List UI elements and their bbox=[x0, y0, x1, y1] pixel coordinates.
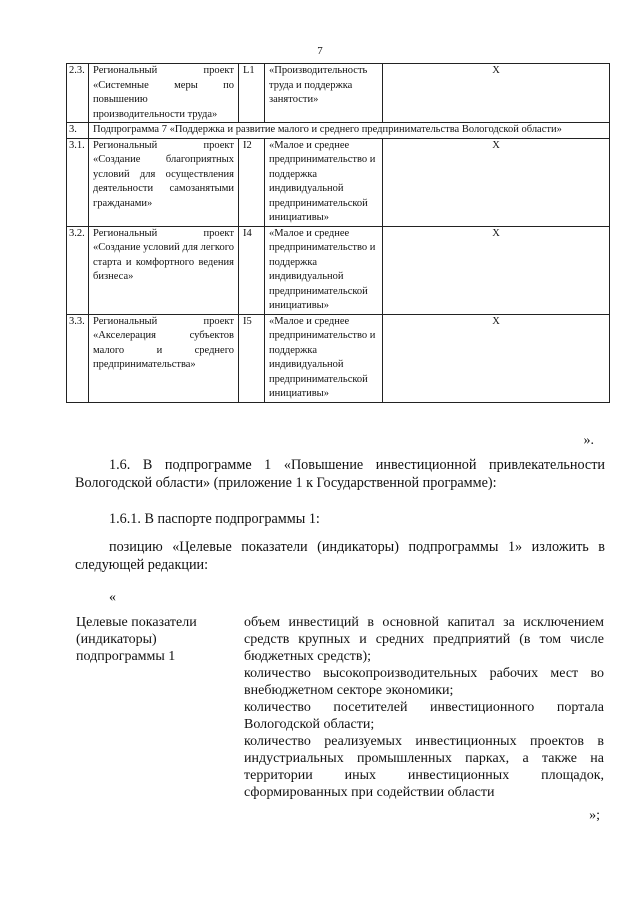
row-number: 3.3. bbox=[67, 314, 89, 402]
section-title: Подпрограмма 7 «Поддержка и развитие малого и среднего предпринимательства Вологодской области» bbox=[89, 123, 610, 139]
field-label: Целевые показатели (индикаторы) подпрограммы 1 bbox=[76, 615, 197, 664]
table-row bbox=[67, 64, 610, 123]
project-mark: X bbox=[383, 314, 610, 402]
project-mark: X bbox=[383, 138, 610, 226]
table-row bbox=[67, 226, 610, 314]
project-name: Региональный проект «Создание благоприятных условий для осуществления деятельности самозанятыми гражданами» bbox=[89, 138, 239, 226]
field-closing-quote: »; bbox=[589, 808, 600, 823]
project-code: I2 bbox=[239, 138, 265, 226]
table-section-row bbox=[67, 123, 610, 139]
project-mark: X bbox=[383, 64, 610, 123]
project-code: L1 bbox=[239, 64, 265, 123]
table-row bbox=[67, 314, 610, 402]
project-mark: X bbox=[383, 226, 610, 314]
paragraph-1-6-1: 1.6.1. В паспорте подпрограммы 1: bbox=[109, 511, 320, 527]
field-value-line: количество посетителей инвестиционного портала Вологодской области; bbox=[244, 700, 604, 732]
opening-quote: « bbox=[109, 590, 116, 605]
project-code: I5 bbox=[239, 314, 265, 402]
row-number: 3. bbox=[67, 123, 89, 139]
project-indicator: «Малое и среднее предпринимательство и поддержка индивидуальной предпринимательской инициативы» bbox=[265, 226, 383, 314]
project-name: Региональный проект «Системные меры по повышению производительности труда» bbox=[89, 64, 239, 123]
project-indicator: «Малое и среднее предпринимательство и поддержка индивидуальной предпринимательской инициативы» bbox=[265, 314, 383, 402]
row-number: 3.2. bbox=[67, 226, 89, 314]
project-indicator: «Производительность труда и поддержка занятости» bbox=[265, 64, 383, 123]
row-number: 3.1. bbox=[67, 138, 89, 226]
page-number: 7 bbox=[317, 45, 323, 57]
table-row bbox=[67, 138, 610, 226]
project-name: Региональный проект «Создание условий для легкого старта и комфортного ведения бизнеса» bbox=[89, 226, 239, 314]
field-value-line: количество реализуемых инвестиционных проектов в индустриальных промышленных парках, а также на территории иных инвестиционных площадок, сформированных при содействии области bbox=[244, 734, 604, 800]
paragraph-1-6: 1.6. В подпрограмме 1 «Повышение инвестиционной привлекательности Вологодской области» (приложение 1 к Государственной программе): bbox=[75, 457, 605, 491]
project-indicator: «Малое и среднее предпринимательство и поддержка индивидуальной предпринимательской инициативы» bbox=[265, 138, 383, 226]
table-closing-quote: ». bbox=[583, 433, 594, 448]
paragraph-position: позицию «Целевые показатели (индикаторы) подпрограммы 1» изложить в следующей редакции: bbox=[75, 539, 605, 573]
field-value-line: количество высокопроизводительных рабочих мест во внебюджетном секторе экономики; bbox=[244, 666, 604, 698]
project-code: I4 bbox=[239, 226, 265, 314]
project-name: Региональный проект «Акселерация субъектов малого и среднего предпринимательства» bbox=[89, 314, 239, 402]
projects-table bbox=[66, 63, 610, 403]
field-value bbox=[244, 614, 604, 801]
row-number: 2.3. bbox=[67, 64, 89, 123]
field-value-line: объем инвестиций в основной капитал за исключением средств крупных и средних предприятий (в том числе бюджетных средств); bbox=[244, 615, 604, 664]
